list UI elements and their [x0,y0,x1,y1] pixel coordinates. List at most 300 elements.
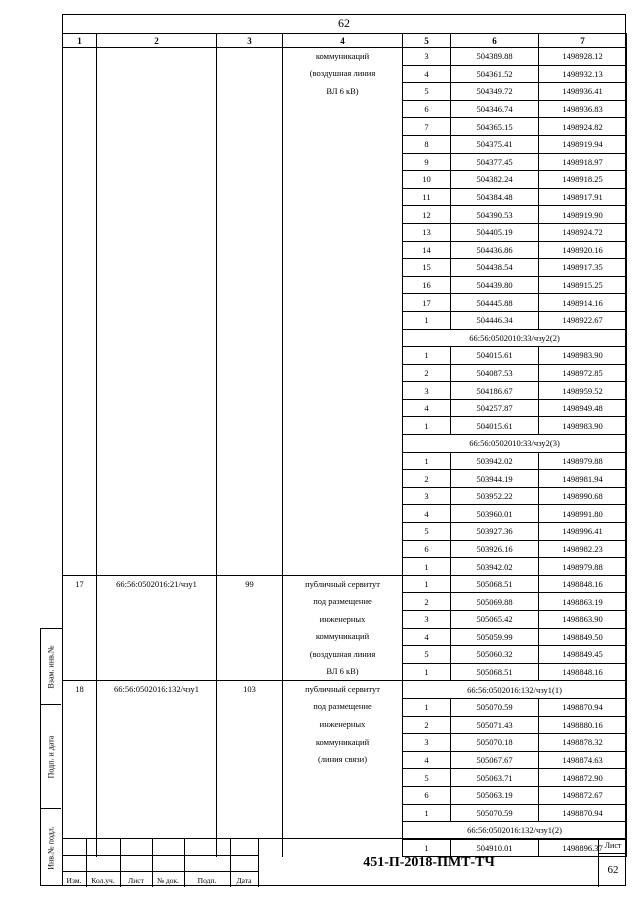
coord-x: 504346.74 [451,100,539,118]
point-number: 1 [403,575,451,593]
description-line [283,259,403,277]
table-row [63,259,627,277]
description-line [283,399,403,417]
coord-x: 504365.15 [451,118,539,136]
point-number: 17 [403,294,451,312]
table-row [63,470,627,488]
table-row [63,611,627,629]
table-row [63,593,627,611]
coord-x: 504384.48 [451,188,539,206]
point-number: 4 [403,505,451,523]
blank-cell [63,523,97,541]
point-number: 2 [403,716,451,734]
description-line [283,223,403,241]
point-number: 1 [403,804,451,822]
point-number: 1 [403,417,451,435]
description-line: под размещение [283,593,403,611]
description-line [283,452,403,470]
blank-cell [63,153,97,171]
point-number: 7 [403,118,451,136]
stamp-label: Изм. [66,876,82,885]
blank-cell [217,223,283,241]
subparcel-title: 66:56:0502016:132/чзу1(2) [403,822,627,840]
coord-y: 1498928.12 [539,48,627,66]
point-number: 5 [403,523,451,541]
point-number: 3 [403,48,451,66]
side-label-inv: Инв.№ подл. [46,826,56,870]
coord-x: 504405.19 [451,223,539,241]
coord-y: 1498870.94 [539,698,627,716]
coord-x: 503944.19 [451,470,539,488]
area-value [217,804,283,822]
coord-x: 504015.61 [451,347,539,365]
col-header: 6 [451,34,539,48]
point-number: 4 [403,628,451,646]
blank-cell [63,470,97,488]
description-line [283,804,403,822]
coord-y: 1498932.13 [539,65,627,83]
description-line: ВЛ 6 кВ) [283,83,403,101]
stamp-label: Лист [128,876,144,885]
point-number: 5 [403,769,451,787]
point-number: 4 [403,65,451,83]
blank-cell [217,505,283,523]
table-row [63,804,627,822]
cadastral-number [97,769,217,787]
blank-cell [63,294,97,312]
coord-x: 504087.53 [451,364,539,382]
col-header: 2 [97,34,217,48]
point-number: 1 [403,839,451,857]
blank-cell [217,153,283,171]
blank-cell [63,329,97,347]
coord-x: 504015.61 [451,417,539,435]
row-number [63,804,97,822]
coordinates-table [62,33,627,857]
table-row [63,628,627,646]
coord-x: 505070.59 [451,698,539,716]
coord-x: 504436.86 [451,241,539,259]
blank-cell [97,329,217,347]
coord-x: 504375.41 [451,135,539,153]
point-number: 1 [403,663,451,681]
area-value [217,822,283,840]
coord-x: 504446.34 [451,311,539,329]
coord-y: 1498917.91 [539,188,627,206]
description-line: инженерных [283,611,403,629]
table-row [63,100,627,118]
coord-y: 1498872.90 [539,769,627,787]
description-line: ВЛ 6 кВ) [283,663,403,681]
blank-cell [97,206,217,224]
table-row [63,382,627,400]
coord-y: 1498848.16 [539,575,627,593]
table-body [63,48,627,857]
coord-y: 1498917.35 [539,259,627,277]
point-number: 4 [403,751,451,769]
table-row [63,276,627,294]
col-header: 3 [217,34,283,48]
coord-y: 1498981.94 [539,470,627,488]
coord-y: 1498991.80 [539,505,627,523]
row-number [63,611,97,629]
cadastral-number [97,628,217,646]
coord-y: 1498959.52 [539,382,627,400]
blank-cell [217,294,283,312]
point-number: 2 [403,470,451,488]
table-row [63,540,627,558]
document-code: 451-П-2018-ПМТ-ТЧ [258,839,599,887]
coord-y: 1498849.45 [539,646,627,664]
table-row [63,118,627,136]
blank-cell [217,487,283,505]
description-line: коммуникаций [283,48,403,66]
blank-cell [63,417,97,435]
table-row [63,135,627,153]
blank-cell [217,311,283,329]
description-line [283,540,403,558]
blank-cell [97,382,217,400]
description-line [283,382,403,400]
blank-cell [63,311,97,329]
blank-cell [97,65,217,83]
blank-cell [97,452,217,470]
coord-y: 1498915.25 [539,276,627,294]
blank-cell [217,364,283,382]
description-line [283,118,403,136]
description-line [283,329,403,347]
table-row [63,171,627,189]
row-number: 17 [63,575,97,593]
blank-cell [63,48,97,66]
description-line [283,769,403,787]
description-line [283,487,403,505]
table-row [63,417,627,435]
row-number [63,822,97,840]
coord-y: 1498863.90 [539,611,627,629]
description-line [283,364,403,382]
stamp-label: Подп. [197,876,217,885]
cadastral-number [97,646,217,664]
cadastral-number: 66:56:0502016:132/чзу1 [97,681,217,699]
blank-cell [97,171,217,189]
description-line [283,276,403,294]
coord-y: 1498949.48 [539,399,627,417]
coord-x: 505059.99 [451,628,539,646]
description-line: публичный сервитут [283,575,403,593]
table-row [63,663,627,681]
row-number [63,751,97,769]
point-number: 3 [403,382,451,400]
area-value [217,663,283,681]
stamp-label: Кол.уч. [91,876,115,885]
blank-cell [63,540,97,558]
blank-cell [63,171,97,189]
blank-cell [217,452,283,470]
coord-y: 1498982.23 [539,540,627,558]
subparcel-title: 66:56:0502010:33/чзу2(3) [403,435,627,453]
blank-cell [97,523,217,541]
table-row [63,329,627,347]
description-line [283,822,403,840]
col-header: 7 [539,34,627,48]
table-row [63,769,627,787]
description-line [283,347,403,365]
blank-cell [97,259,217,277]
description-line: публичный сервитут [283,681,403,699]
area-value [217,769,283,787]
coord-y: 1498872.67 [539,786,627,804]
coord-x: 503926.16 [451,540,539,558]
blank-cell [217,417,283,435]
subparcel-title: 66:56:0502016:132/чзу1(1) [403,681,627,699]
table-row [63,575,627,593]
table-row [63,786,627,804]
blank-cell [63,347,97,365]
cadastral-number [97,716,217,734]
blank-cell [217,188,283,206]
blank-cell [217,399,283,417]
blank-cell [97,135,217,153]
row-number [63,716,97,734]
table-row [63,241,627,259]
blank-cell [97,83,217,101]
point-number: 1 [403,347,451,365]
table-row [63,452,627,470]
point-number: 6 [403,786,451,804]
coord-x: 503952.22 [451,487,539,505]
table-row [63,523,627,541]
blank-cell [97,276,217,294]
blank-cell [97,364,217,382]
page-number-top: 62 [338,16,350,30]
description-line [283,786,403,804]
table-row [63,435,627,453]
blank-cell [63,558,97,576]
row-number [63,786,97,804]
description-line [283,294,403,312]
blank-cell [97,188,217,206]
blank-cell [97,223,217,241]
description-line [283,435,403,453]
blank-cell [63,487,97,505]
coord-y: 1498972.85 [539,364,627,382]
table-row [63,505,627,523]
area-value [217,786,283,804]
coord-x: 504910.01 [451,839,539,857]
coord-y: 1498919.94 [539,135,627,153]
col-header: 1 [63,34,97,48]
point-number: 3 [403,487,451,505]
row-number [63,769,97,787]
coord-x: 503960.01 [451,505,539,523]
coord-x: 503927.36 [451,523,539,541]
blank-cell [63,435,97,453]
coord-x: 505068.51 [451,663,539,681]
table-row [63,188,627,206]
description-line: под размещение [283,698,403,716]
blank-cell [63,399,97,417]
table-row [63,487,627,505]
coord-y: 1498848.16 [539,663,627,681]
blank-cell [97,470,217,488]
blank-cell [97,417,217,435]
table-row [63,822,627,840]
blank-cell [63,188,97,206]
coord-y: 1498918.97 [539,153,627,171]
blank-cell [217,435,283,453]
coord-y: 1498924.72 [539,223,627,241]
side-cell-sign [41,705,61,809]
description-line: (линия связи) [283,751,403,769]
coord-x: 504377.45 [451,153,539,171]
col-header: 4 [283,34,403,48]
row-number [63,593,97,611]
coord-y: 1498924.82 [539,118,627,136]
coord-y: 1498990.68 [539,487,627,505]
coord-x: 505067.67 [451,751,539,769]
blank-cell [63,135,97,153]
blank-cell [97,558,217,576]
description-line [283,171,403,189]
coord-x: 505070.18 [451,734,539,752]
table-row [63,751,627,769]
blank-cell [217,206,283,224]
description-line [283,153,403,171]
stamp-label: № док. [156,876,180,885]
blank-cell [97,487,217,505]
title-block [62,838,626,887]
coord-x: 504257.87 [451,399,539,417]
blank-cell [217,100,283,118]
point-number: 5 [403,646,451,664]
table-row [63,294,627,312]
blank-cell [63,259,97,277]
stamp-label: Дата [236,876,252,885]
coord-x: 505060.32 [451,646,539,664]
table-row [63,153,627,171]
row-number: 18 [63,681,97,699]
table-row [63,311,627,329]
coord-y: 1498880.16 [539,716,627,734]
table-header-row [63,34,627,48]
cadastral-number: 66:56:0502016:21/чзу1 [97,575,217,593]
sheet-number: 62 [607,864,619,876]
coord-y: 1498919.90 [539,206,627,224]
area-value: 103 [217,681,283,699]
coord-y: 1498878.32 [539,734,627,752]
point-number: 9 [403,153,451,171]
area-value [217,646,283,664]
coord-y: 1498914.16 [539,294,627,312]
blank-cell [63,382,97,400]
coord-x: 504361.52 [451,65,539,83]
coord-x: 505071.43 [451,716,539,734]
blank-cell [63,83,97,101]
row-number [63,698,97,716]
coord-y: 1498874.63 [539,751,627,769]
blank-cell [63,276,97,294]
table-row [63,646,627,664]
blank-cell [217,470,283,488]
blank-cell [217,276,283,294]
col-header: 5 [403,34,451,48]
blank-cell [217,48,283,66]
point-number: 2 [403,364,451,382]
coord-y: 1498920.16 [539,241,627,259]
description-line [283,206,403,224]
blank-cell [97,118,217,136]
description-line [283,241,403,259]
subparcel-title: 66:56:0502010:33/чзу2(2) [403,329,627,347]
blank-cell [97,505,217,523]
blank-cell [217,329,283,347]
blank-cell [97,241,217,259]
cadastral-number [97,751,217,769]
table-row [63,558,627,576]
coord-x: 504186.67 [451,382,539,400]
area-value [217,716,283,734]
description-line: коммуникаций [283,734,403,752]
point-number: 10 [403,171,451,189]
coord-y: 1498863.19 [539,593,627,611]
row-number [63,628,97,646]
point-number: 1 [403,311,451,329]
side-cell-replace [41,629,61,705]
coord-y: 1498996.41 [539,523,627,541]
blank-cell [217,83,283,101]
table-row [63,364,627,382]
blank-cell [217,558,283,576]
table-row [63,681,627,699]
description-line: (воздушная линия [283,65,403,83]
blank-cell [63,100,97,118]
coord-y: 1498983.90 [539,417,627,435]
blank-cell [217,241,283,259]
point-number: 12 [403,206,451,224]
point-number: 16 [403,276,451,294]
area-value: 99 [217,575,283,593]
coord-y: 1498936.83 [539,100,627,118]
blank-cell [63,452,97,470]
blank-cell [63,118,97,136]
description-line [283,470,403,488]
blank-cell [217,135,283,153]
cadastral-number [97,822,217,840]
point-number: 6 [403,100,451,118]
description-line [283,100,403,118]
row-number [63,646,97,664]
point-number: 14 [403,241,451,259]
table-row [63,223,627,241]
description-line [283,417,403,435]
coord-x: 504390.53 [451,206,539,224]
point-number: 5 [403,83,451,101]
side-approval-strip [40,628,62,886]
table-row [63,698,627,716]
point-number: 1 [403,558,451,576]
coord-x: 505069.88 [451,593,539,611]
blank-cell [63,505,97,523]
description-line [283,505,403,523]
table-row [63,716,627,734]
cadastral-number [97,734,217,752]
coord-x: 505070.59 [451,804,539,822]
blank-cell [63,241,97,259]
blank-cell [63,206,97,224]
revision-grid [62,839,258,887]
blank-cell [217,171,283,189]
